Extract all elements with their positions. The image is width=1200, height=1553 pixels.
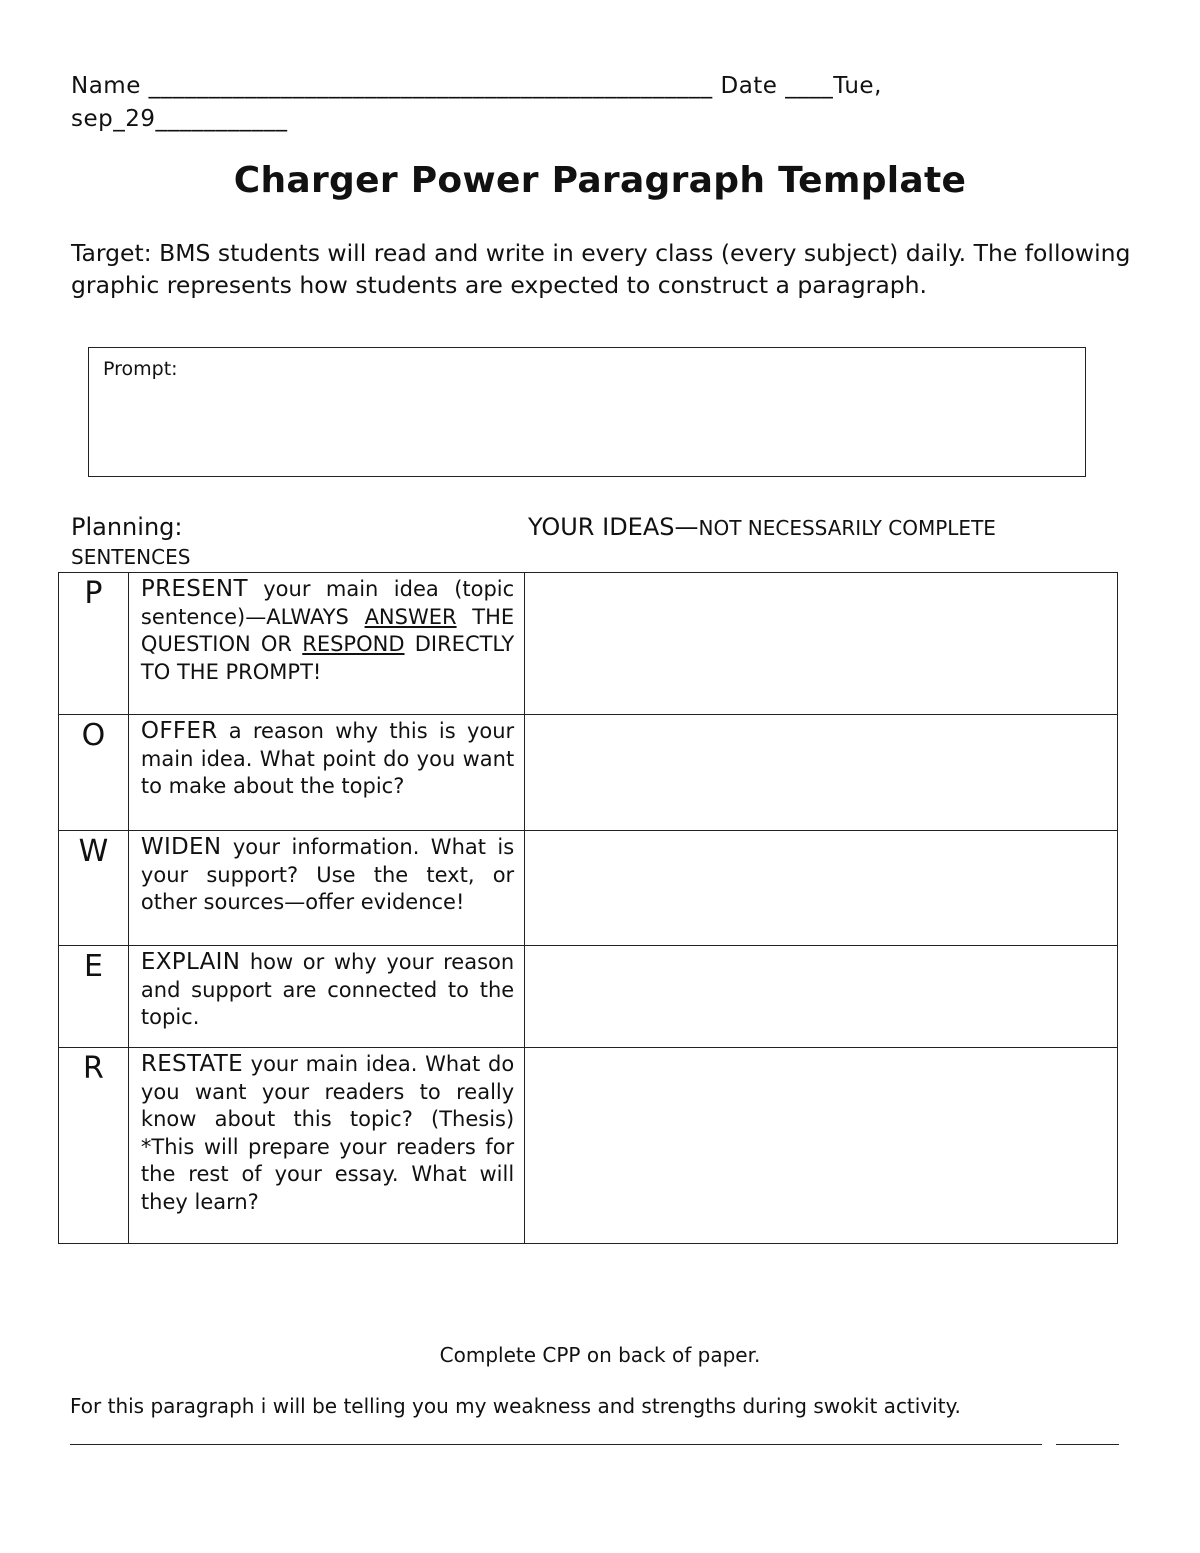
row-text: how or why your reason and support are connected to the topic.	[140, 950, 515, 1029]
prompt-label: Prompt:	[103, 358, 178, 380]
row-letter: O	[59, 715, 129, 831]
ideas-cell[interactable]	[525, 1048, 1118, 1244]
row-keyword: WIDEN	[140, 834, 222, 860]
writing-line-short[interactable]	[1056, 1444, 1119, 1445]
date-value[interactable]: Tue,	[833, 73, 882, 99]
page-title: Charger Power Paragraph Template	[233, 160, 967, 201]
planning-label: Planning:	[71, 513, 183, 541]
writing-line[interactable]	[70, 1444, 1042, 1445]
date-value-line2[interactable]: sep_29	[71, 106, 156, 132]
row-keyword: EXPLAIN	[140, 949, 241, 975]
target-statement: Target: BMS students will read and write in every class (every subject) daily. The following graphic represents how students are expected to construct a paragraph.	[71, 239, 1131, 299]
row-text: THE QUESTION OR	[140, 604, 515, 656]
ideas-cell[interactable]	[525, 946, 1118, 1048]
row-keyword: RESTATE	[140, 1051, 243, 1077]
table-row-o	[59, 715, 1118, 831]
ideas-cell[interactable]	[525, 573, 1118, 715]
sentences-label: SENTENCES	[71, 545, 191, 569]
row-description	[128, 715, 524, 831]
power-paragraph-table	[58, 572, 1118, 1244]
underlined-answer: ANSWER	[364, 604, 457, 629]
complete-note: Complete CPP on back of paper.	[439, 1343, 761, 1367]
your-ideas-label: YOUR IDEAS—	[528, 513, 699, 541]
date-blank: ____	[785, 73, 834, 99]
header-name-date-line	[71, 71, 882, 102]
underlined-respond: RESPOND	[302, 632, 405, 656]
not-necessarily-complete-label: NOT NECESSARILY COMPLETE	[698, 516, 996, 540]
row-description	[128, 831, 524, 946]
date-line2-blank: ___________	[155, 106, 288, 132]
table-row-p	[59, 573, 1118, 715]
row-text: a reason why this is your main idea. What point do you want to make about the topic?	[140, 719, 515, 798]
student-response-text[interactable]: For this paragraph i will be telling you my weakness and strengths during swokit activity.	[70, 1394, 961, 1418]
row-letter: W	[59, 831, 129, 946]
your-ideas-heading	[528, 513, 996, 541]
prompt-box[interactable]	[88, 347, 1086, 477]
row-letter: E	[59, 946, 129, 1048]
table-row-w	[59, 831, 1118, 946]
ideas-cell[interactable]	[525, 715, 1118, 831]
row-text: DIRECTLY TO THE PROMPT!	[140, 632, 515, 684]
row-keyword: OFFER	[140, 718, 218, 744]
row-description	[128, 1048, 524, 1244]
row-text: your information. What is your support? Use the text, or other sources—offer evidence!	[140, 835, 515, 914]
row-text: your main idea (topic sentence)—ALWAYS	[140, 577, 515, 629]
row-description	[128, 946, 524, 1048]
table-row-r	[59, 1048, 1118, 1244]
row-description	[128, 573, 524, 715]
ideas-cell[interactable]	[525, 831, 1118, 946]
row-text: your main idea. What do you want your readers to really know about this topic? (Thesis) *This will prepare your readers for the rest of your essay. What will they learn?	[140, 1052, 515, 1214]
row-letter: R	[59, 1048, 129, 1244]
row-letter: P	[59, 573, 129, 715]
date-label: Date	[720, 73, 778, 99]
row-keyword: PRESENT	[140, 576, 248, 602]
table-row-e	[59, 946, 1118, 1048]
name-field[interactable]: _______________________________________________	[148, 73, 713, 99]
header-date-continuation	[71, 104, 288, 135]
name-label: Name	[71, 73, 141, 99]
